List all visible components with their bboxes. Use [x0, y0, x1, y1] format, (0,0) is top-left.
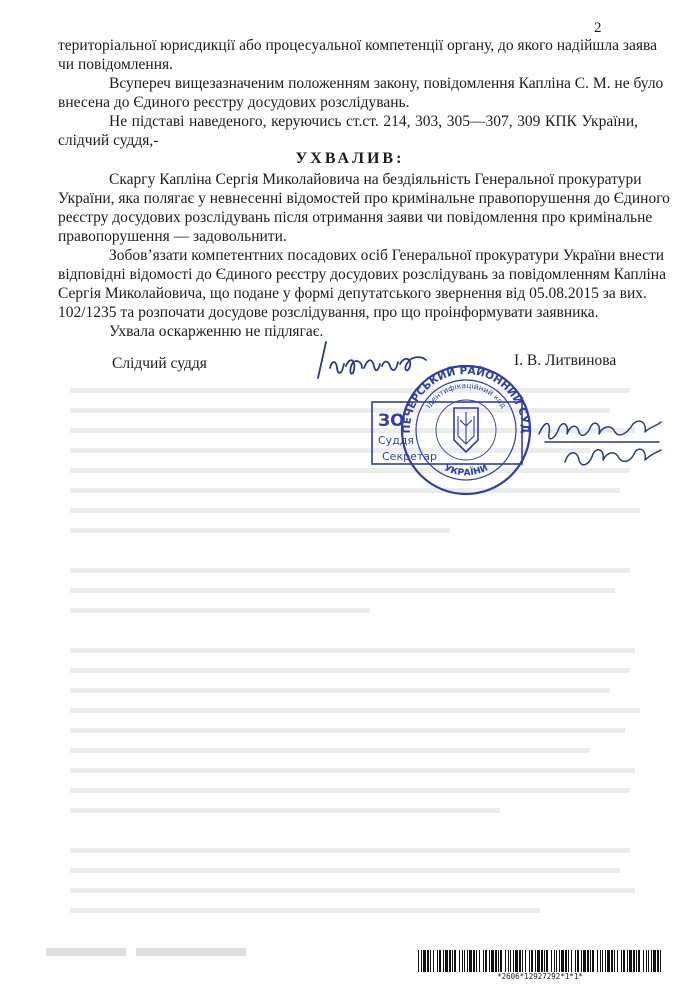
barcode-bar [462, 950, 463, 972]
paragraph-3-line-2: слідчий суддя,- [58, 132, 159, 149]
barcode-bar [519, 950, 521, 972]
paragraph-5-line-4: 102/1235 та розпочати досудове розслідування, про що проінформувати заявника. [58, 304, 599, 321]
barcode-bar [571, 950, 572, 972]
barcode-bar [575, 950, 576, 972]
barcode-bar [587, 950, 589, 972]
barcode-bar [505, 950, 506, 972]
barcode-bar [646, 950, 647, 972]
paragraph-5-line-3: Сергія Миколайовича, що подане у формі депутатського звернення від 05.08.2015 за вих. [58, 285, 647, 302]
barcode-bar [638, 950, 640, 972]
paragraph-2-line-2: внесена до Єдиного реєстру досудових розслідувань. [58, 94, 410, 111]
barcode-bar [561, 950, 564, 972]
barcode-bar [452, 950, 453, 972]
barcode-bar [592, 950, 594, 972]
barcode-bar [559, 950, 560, 972]
barcode-bar [621, 950, 622, 972]
barcode-bar [602, 950, 603, 972]
barcode-bar [544, 950, 545, 972]
barcode-bar [600, 950, 601, 972]
barcode-bar [433, 950, 434, 972]
barcode-bar [605, 950, 606, 972]
paragraph-5-line-1: Зобов’язати компетентних посадових осіб Генеральної прокуратури України внести [109, 247, 665, 264]
barcode-bar [551, 950, 552, 972]
barcode-number: *2606*12927292*1*1* [497, 972, 583, 981]
seal-top-text: ПЕЧЕРСЬКИЙ РАЙОННИЙ СУД [400, 364, 532, 434]
barcode-bar [531, 950, 533, 972]
paragraph-6: Ухвала оскарженню не підлягає. [109, 323, 324, 340]
paragraph-1-line-1: територіальної юрисдикції або процесуальної компетенції органу, до якого надійшла заява [58, 37, 657, 54]
barcode-bar [583, 950, 586, 972]
barcode-bar [495, 950, 497, 972]
barcode-bar [541, 950, 543, 972]
barcode-bar [489, 950, 490, 972]
barcode-bar [464, 950, 465, 972]
barcode-bar [430, 950, 431, 972]
barcode-bar [467, 950, 468, 972]
paragraph-4-line-2: України, яка полягає у невнесенні відомостей про кримінальне правопорушення до Єдиного [58, 190, 670, 207]
barcode-bar [651, 950, 652, 972]
barcode-bar [554, 950, 555, 972]
seal-sub-text: Ідентифікаційний код [423, 380, 509, 410]
barcode-bar [581, 950, 582, 972]
barcode-bar [454, 950, 456, 972]
barcode-bar [443, 950, 444, 972]
resolution-heading: УХВАЛИВ: [295, 150, 405, 167]
barcode-bar [500, 950, 502, 972]
paragraph-1-line-2: чи повідомлення. [58, 56, 173, 73]
show-through-footer [46, 942, 256, 962]
barcode-bar [590, 950, 591, 972]
paragraph-4-line-1: Скаргу Капліна Сергія Миколайовича на бездіяльність Генеральної прокуратури [109, 171, 642, 188]
barcode-bar [476, 950, 477, 972]
barcode-bar [498, 950, 499, 972]
barcode-bar [513, 950, 514, 972]
seal-box-text-2: Суддя [378, 434, 415, 447]
signature-label: Слідчий суддя [112, 355, 207, 372]
barcode-bar [445, 950, 448, 972]
barcode-bar [653, 950, 656, 972]
barcode-bar [629, 950, 632, 972]
court-seal-stamp [370, 360, 540, 500]
barcode-bar [529, 950, 530, 972]
signatory-name: І. В. Литвинова [514, 352, 617, 369]
barcode-bar [546, 950, 548, 972]
barcode-bar [491, 950, 494, 972]
paragraph-4-line-4: правопорушення — задовольнити. [58, 228, 287, 245]
barcode-bar [611, 950, 613, 972]
barcode-bar [459, 950, 460, 972]
barcode-bar [556, 950, 557, 972]
svg-text:УКРАЇНИ [442, 463, 489, 478]
paragraph-2-line-1: Всупереч вищезазначеним положенням закону, повідомлення Капліна С. М. не було [109, 75, 664, 92]
paragraph-5-line-2: відповідні відомості до Єдиного реєстру досудових розслідувань за повідомленням Капліна [58, 266, 666, 283]
barcode-bar [483, 950, 484, 972]
barcode-bar [633, 950, 635, 972]
barcode-bar [479, 950, 480, 972]
barcode-bar [525, 950, 526, 972]
barcode-bar [607, 950, 610, 972]
barcode-bar [657, 950, 659, 972]
barcode-bar [439, 950, 441, 972]
barcode-bar [614, 950, 615, 972]
barcode-bar [636, 950, 637, 972]
barcode-bar [485, 950, 487, 972]
secretary-signature [535, 412, 665, 474]
barcode-bar [510, 950, 511, 972]
barcode-bar [508, 950, 509, 972]
barcode-bar [427, 950, 429, 972]
document-barcode [418, 950, 662, 972]
seal-bottom-text: УКРАЇНИ [442, 463, 490, 479]
barcode-bar [623, 950, 625, 972]
barcode-bar [643, 950, 644, 972]
page-number: 2 [594, 20, 602, 36]
barcode-bar [565, 950, 567, 972]
barcode-bar [660, 950, 661, 972]
barcode-bar [515, 950, 518, 972]
paragraph-3-line-1: Не підставі наведеного, керуючись ст.ст. 214, 303, 305—307, 309 КПК України, [109, 113, 638, 130]
barcode-bar [449, 950, 451, 972]
barcode-bar [577, 950, 579, 972]
barcode-bar [568, 950, 569, 972]
barcode-bar [473, 950, 475, 972]
barcode-bar [597, 950, 598, 972]
seal-box-text-3: Секретар [382, 450, 437, 463]
barcode-bar [522, 950, 523, 972]
barcode-bar [537, 950, 540, 972]
paragraph-4-line-3: реєстру досудових розслідувань після отримання заяви чи повідомлення про кримінальне [58, 209, 653, 226]
barcode-bar [617, 950, 618, 972]
barcode-bar [437, 950, 438, 972]
barcode-bar [535, 950, 536, 972]
barcode-bar [469, 950, 472, 972]
barcode-bar [418, 950, 419, 972]
barcode-bar [648, 950, 649, 972]
barcode-bar [421, 950, 422, 972]
barcode-bar [627, 950, 628, 972]
barcode-bar [423, 950, 426, 972]
seal-box-text-1: ЗО [378, 411, 405, 431]
